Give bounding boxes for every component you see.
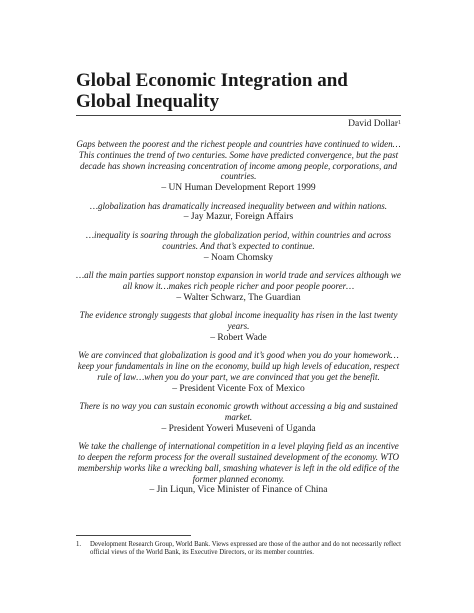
quote-source: – Noam Chomsky xyxy=(203,252,274,263)
footnote-number: 1. xyxy=(76,541,82,548)
quote-block xyxy=(76,441,401,497)
quote-text: We are convinced that globalization is good and it’s good when you do your homework…keep your fundamentals in line on the economy, build up high levels of education, respect rule of law…when you do your part, we are convinced that you get the benefit. xyxy=(77,350,400,382)
quote-block xyxy=(76,139,401,195)
footnote xyxy=(76,541,401,558)
quote-text: We take the challenge of international competition in a level playing field as an incentive to deepen the reform process for the overall sustained development of the economy. WTO membership works like a wrecking ball, smashing whatever is left in the old edifice of the former planned economy. xyxy=(77,441,400,484)
title-divider xyxy=(76,115,401,116)
quote-text: …all the main parties support nonstop expansion in world trade and services although we all know it…makes rich people richer and poor people poorer… xyxy=(76,270,401,291)
quote-text: The evidence strongly suggests that global income inequality has risen in the last twenty years. xyxy=(79,310,398,331)
quote-block xyxy=(76,230,401,264)
author-footnote-marker: 1 xyxy=(398,120,401,126)
author-name: David Dollar xyxy=(348,119,398,129)
quote-text: …inequality is soaring through the globalization period, within countries and across countries. And that’s expected to continue. xyxy=(85,229,392,251)
quote-source: – Jin Liqun, Vice Minister of Finance of China xyxy=(149,485,328,496)
quote-block xyxy=(76,201,401,224)
quote-text: Gaps between the poorest and the richest people and countries have continued to widen…This continues the trend of two centuries. Some have predicted convergence, but the past decade has shown increasing concentration of income among people, corporations, and countries. xyxy=(76,139,401,182)
quote-source: – President Vicente Fox of Mexico xyxy=(172,383,305,394)
quote-block xyxy=(76,401,401,435)
footnote-text: Development Research Group, World Bank. Views expressed are those of the author and do not necessarily reflect official views of the World Bank, its Executive Directors, or its member countries. xyxy=(90,541,401,557)
quote-source: – Walter Schwarz, The Guardian xyxy=(176,292,301,303)
quote-source: – President Yoweri Museveni of Uganda xyxy=(161,423,316,434)
epigraph-quotes xyxy=(76,139,401,503)
quote-text: …globalization has dramatically increased inequality between and within nations. xyxy=(90,200,387,211)
quote-block xyxy=(76,350,401,395)
quote-source: – Jay Mazur, Foreign Affairs xyxy=(183,212,294,223)
quote-block xyxy=(76,270,401,304)
page-title: Global Economic Integration and Global Inequality xyxy=(76,70,348,112)
footnote-divider xyxy=(76,535,191,536)
quote-source: – UN Human Development Report 1999 xyxy=(161,183,316,194)
quote-source: – Robert Wade xyxy=(210,332,267,343)
author-line xyxy=(348,119,401,129)
quote-text: There is no way you can sustain economic growth without accessing a big and sustained market. xyxy=(79,401,398,422)
quote-block xyxy=(76,310,401,344)
